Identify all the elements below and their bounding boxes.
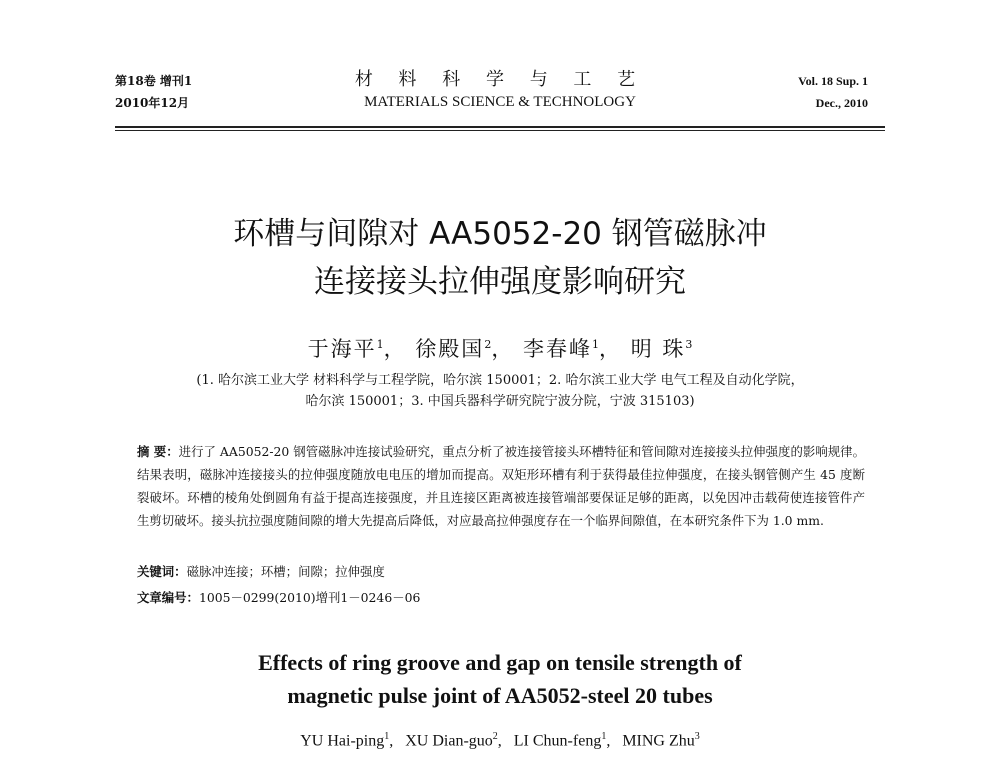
authors-en: YU Hai-ping$^1$, XU Dian-guo$^2$, LI Chun-feng$^1$, MING Zhu$^3$ [300, 731, 700, 750]
keywords-text: 磁脉冲连接；环槽；间隙；拉伸强度 [186, 564, 385, 579]
author-en: YU Hai-ping [300, 732, 385, 750]
author-affil-sup: 3 [694, 731, 700, 742]
journal-title-en: MATERIALS SCIENCE & TECHNOLOGY [364, 94, 636, 110]
title-en-line2: magnetic pulse joint of AA5052-steel 20 tubes [287, 683, 713, 708]
author-affil-sup: 1 [601, 731, 607, 742]
author-affil-sup: 1 [592, 338, 599, 351]
keywords [137, 562, 385, 582]
abstract-label: 摘 要： [137, 444, 179, 459]
author-affil-sup: 3 [685, 338, 693, 351]
abstract-text: 进行了 AA5052-20 钢管磁脉冲连接试验研究，重点分析了被连接管接头环槽特征和管间隙对连接接头拉伸强度的影响规律。结果表明，磁脉冲连接接头的拉伸强度随放电电压的增加而提高。双矩形环槽有利于获得最佳拉伸强度，在接头钢管侧产生 45 度断裂破坏。环槽的棱角处倒圆角有益于提高连接强度，并且连接区距离被连接管端部要保证足够的距离，以免因冲击载荷使连接管件产生剪切破坏。接头抗拉强度随间隙的增大先提高后降低，对应最高拉伸强度存在一个临界间隙值，在本研究条件下为 1.0 mm. [137, 444, 865, 528]
author-cn: 明 珠 [630, 337, 686, 361]
author-affil-sup: 2 [492, 731, 498, 742]
author-cn: 徐殿国 [415, 337, 485, 361]
author-affil-sup: 2 [484, 338, 492, 351]
journal-title-cn: 材 料 科 学 与 工 艺 [354, 69, 646, 90]
author-cn: 李春峰 [523, 337, 592, 361]
keywords-label: 关键词： [137, 564, 187, 579]
article-number [137, 588, 420, 608]
header-rule-thin [115, 130, 885, 131]
author-affil-sup: 1 [376, 338, 384, 351]
title-cn-line1: 环槽与间隙对 AA5052-20 钢管磁脉冲 [233, 216, 767, 252]
affiliations [0, 370, 1000, 412]
title-cn-line2: 连接接头拉伸强度影响研究 [314, 264, 686, 300]
author-cn: 于海平 [307, 337, 377, 361]
author-en: MING Zhu [622, 732, 695, 750]
paper-title-cn [0, 210, 1000, 306]
volume-en: Vol. 18 Sup. 1 [798, 74, 868, 88]
article-number-label: 文章编号： [137, 590, 199, 605]
volume-cn: 第18卷 增刊1 [115, 74, 193, 88]
author-en: XU Dian-guo [405, 732, 493, 750]
affiliation-line1: (1. 哈尔滨工业大学 材料科学与工程学院，哈尔滨 150001；2. 哈尔滨工业大学 电气工程及自动化学院， [196, 373, 804, 388]
authors-cn: 于海平$^1$， 徐殿国$^2$， 李春峰$^1$， 明 珠$^3$ [307, 337, 693, 361]
author-en: LI Chun-feng [513, 732, 602, 750]
paper-title-en [0, 646, 1000, 712]
header-right [798, 70, 868, 114]
date-cn: 2010年12月 [115, 96, 190, 110]
author-affil-sup: 1 [384, 731, 390, 742]
abstract [137, 440, 865, 532]
title-en-line1: Effects of ring groove and gap on tensile strength of [258, 650, 742, 675]
article-number-text: 1005－0299(2010)增刊1－0246－06 [198, 590, 421, 605]
date-en: Dec., 2010 [815, 96, 868, 110]
header-rule-thick [115, 126, 885, 128]
affiliation-line2: 哈尔滨 150001；3. 中国兵器科学研究院宁波分院，宁波 315103) [305, 394, 695, 409]
